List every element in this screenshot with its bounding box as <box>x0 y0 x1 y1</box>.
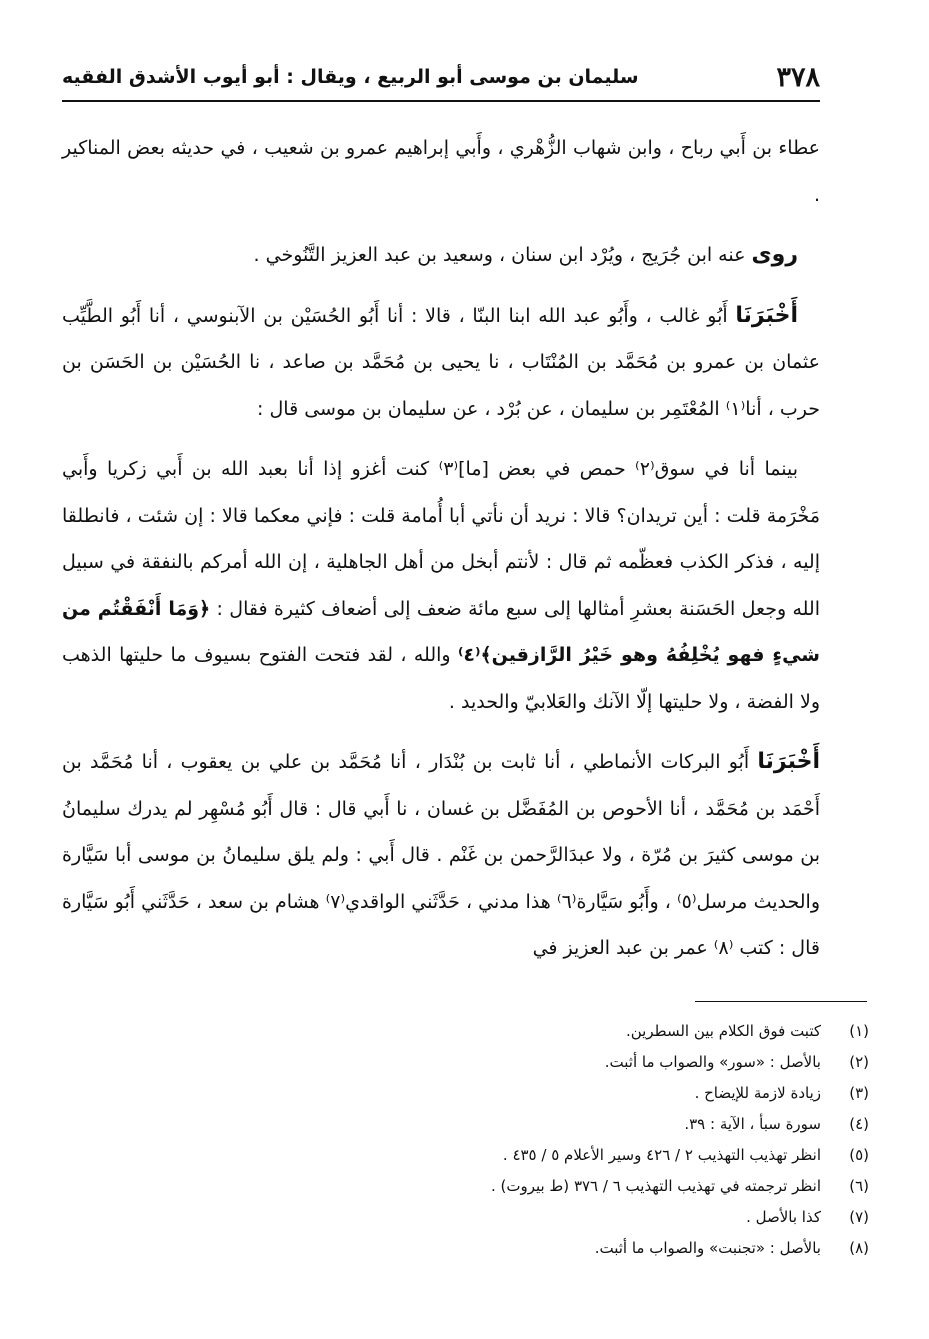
footnote-text: بالأصل : «سور» والصواب ما أثبت. <box>604 1053 821 1071</box>
page-header <box>62 52 820 102</box>
footnote-text: انظر ترجمته في تهذيب التهذيب ٦ / ٣٧٦ (ط بيروت) . <box>490 1177 821 1195</box>
paragraph-3-lead: أَخْبَرَنَا <box>735 302 798 328</box>
footnote-number: (٨) <box>849 1239 869 1257</box>
paragraph-2-text: عنه ابن جُرَيج ، ويُرْد ابن سنان ، وسعيد بن عبد العزيز التَّنُوخي . <box>253 244 746 266</box>
footnote-text: بالأصل : «تجنبت» والصواب ما أثبت. <box>594 1239 821 1257</box>
footnote-text: كتبت فوق الكلام بين السطرين. <box>626 1022 821 1040</box>
paragraph-5-text: أَبُو البركات الأنماطي ، أنا ثابت بن بُنْدَار ، أنا مُحَمَّد بن علي بن يعقوب ، أنا مُحَمَّد بن أَحْمَد بن مُحَمَّد ، أنا الأحوص بن المُفَضَّل بن غسان ، نا أَبي قال : قال أَبُو مُسْهِر لم يدرك سليمانُ بن موسى كثيرَ بن مُرّة ، ولا عبدَالرَّحمن بن غَنْم . قال أَبي : ولم يلق سليمانُ بن موسى أبا سَيَّارة والحديث مرسل⁽٥⁾ ، وأَبُو سَيَّارة⁽٦⁾ هذا مدني ، حَدَّثَني الواقدي⁽٧⁾ هشام بن سعد ، حَدَّثَني أَبُو سَيَّارة قال : كتب ⁽٨⁾ عمر بن عبد العزيز في <box>62 751 820 959</box>
footnote-item <box>121 1078 869 1109</box>
paragraph-1: عطاء بن أَبي رباح ، وابن شهاب الزُّهْري ، وأَبي إبراهيم عمرو بن شعيب ، في حديثه بعض المناكير . <box>62 137 820 206</box>
footnote-number: (٥) <box>849 1146 869 1164</box>
main-text <box>62 125 820 986</box>
footnote-item <box>121 1109 869 1140</box>
quran-verse: ﴿وَمَا أَنْفَقْتُم من شيءٍ فهو يُخْلِفُهُ وهو خَيْرُ الرَّازقين﴾⁽٤⁾ <box>62 597 820 666</box>
footnote-item <box>121 1047 869 1078</box>
footnote-item <box>121 1140 869 1171</box>
footnote-item <box>121 1171 869 1202</box>
footnote-text: زيادة لازمة للإيضاح . <box>694 1084 821 1102</box>
paragraph-4-text-b: والله ، لقد فتحت الفتوح بسيوف ما حليتها الذهب ولا الفضة ، ولا حليتها إلّا الآنك والعَلابيّ والحديد . <box>62 644 820 713</box>
footnote-text: انظر تهذيب التهذيب ٢ / ٤٢٦ وسير الأعلام ٥ / ٤٣٥ . <box>502 1146 821 1164</box>
footnote-item <box>121 1202 869 1233</box>
paragraph-5 <box>62 739 820 972</box>
footnote-number: (٣) <box>849 1084 869 1102</box>
paragraph-3-text: أَبُو غالب ، وأَبُو عبد الله ابنا البنّا ، قالا : أنا أَبُو الحُسَيْن بن الآبنوسي ، أنا أَبُو الطَّيِّب عثمان بن عمرو بن مُحَمَّد بن المُنْتَاب ، نا يحيى بن مُحَمَّد بن صاعد ، نا الحُسَيْن بن الحَسَن بن حرب ، أنا⁽١⁾ المُعْتَمِر بن سليمان ، عن بُرْد ، عن سليمان بن موسى قال : <box>62 304 820 420</box>
running-title: سليمان بن موسى أبو الربيع ، ويقال : أبو أيوب الأشدق الفقيه <box>62 66 639 88</box>
paragraph-2-lead: روى <box>751 242 798 267</box>
footnotes-list <box>121 1016 869 1264</box>
paragraph-2 <box>62 232 820 279</box>
footnote-item <box>121 1016 869 1047</box>
footnote-number: (٤) <box>849 1115 869 1133</box>
footnote-number: (٧) <box>849 1208 869 1226</box>
footnote-text: سورة سبأ ، الآية : ٣٩. <box>684 1115 821 1133</box>
paragraph-4 <box>62 446 820 725</box>
footnote-text: كذا بالأصل . <box>746 1208 821 1226</box>
header-rule <box>62 100 820 102</box>
page-number: ٣٧٨ <box>776 62 820 93</box>
footnote-item <box>121 1233 869 1264</box>
paragraph-5-lead: أَخْبَرَنَا <box>757 749 820 774</box>
footnote-number: (٢) <box>849 1053 869 1071</box>
footnote-number: (٦) <box>849 1177 869 1195</box>
paragraph-4-text-a: بينما أنا في سوق⁽٢⁾ حمص في بعض [ما]⁽٣⁾ كنت أغزو إذا أنا بعبد الله بن أَبي زكريا وأَبي مَخْرَمة قلت : أين تريدان؟ قالا : نريد أن نأتي أبا أُمامة قلت : فإني معكما قالا : إن شئت ، فانطلقا إليه ، فذكر الكذب فعظّمه ثم قال : لأنتم أبخل من أهل الجاهلية ، إن الله أمركم بالنفقة في سبيل الله وجعل الحَسَنة بعشرِ أمثالها إلى سبع مائة ضعف إلى أضعاف كثيرة فقال : <box>62 458 821 620</box>
footnote-separator <box>695 1001 867 1002</box>
footnote-number: (١) <box>849 1022 869 1040</box>
paragraph-3 <box>62 293 820 433</box>
